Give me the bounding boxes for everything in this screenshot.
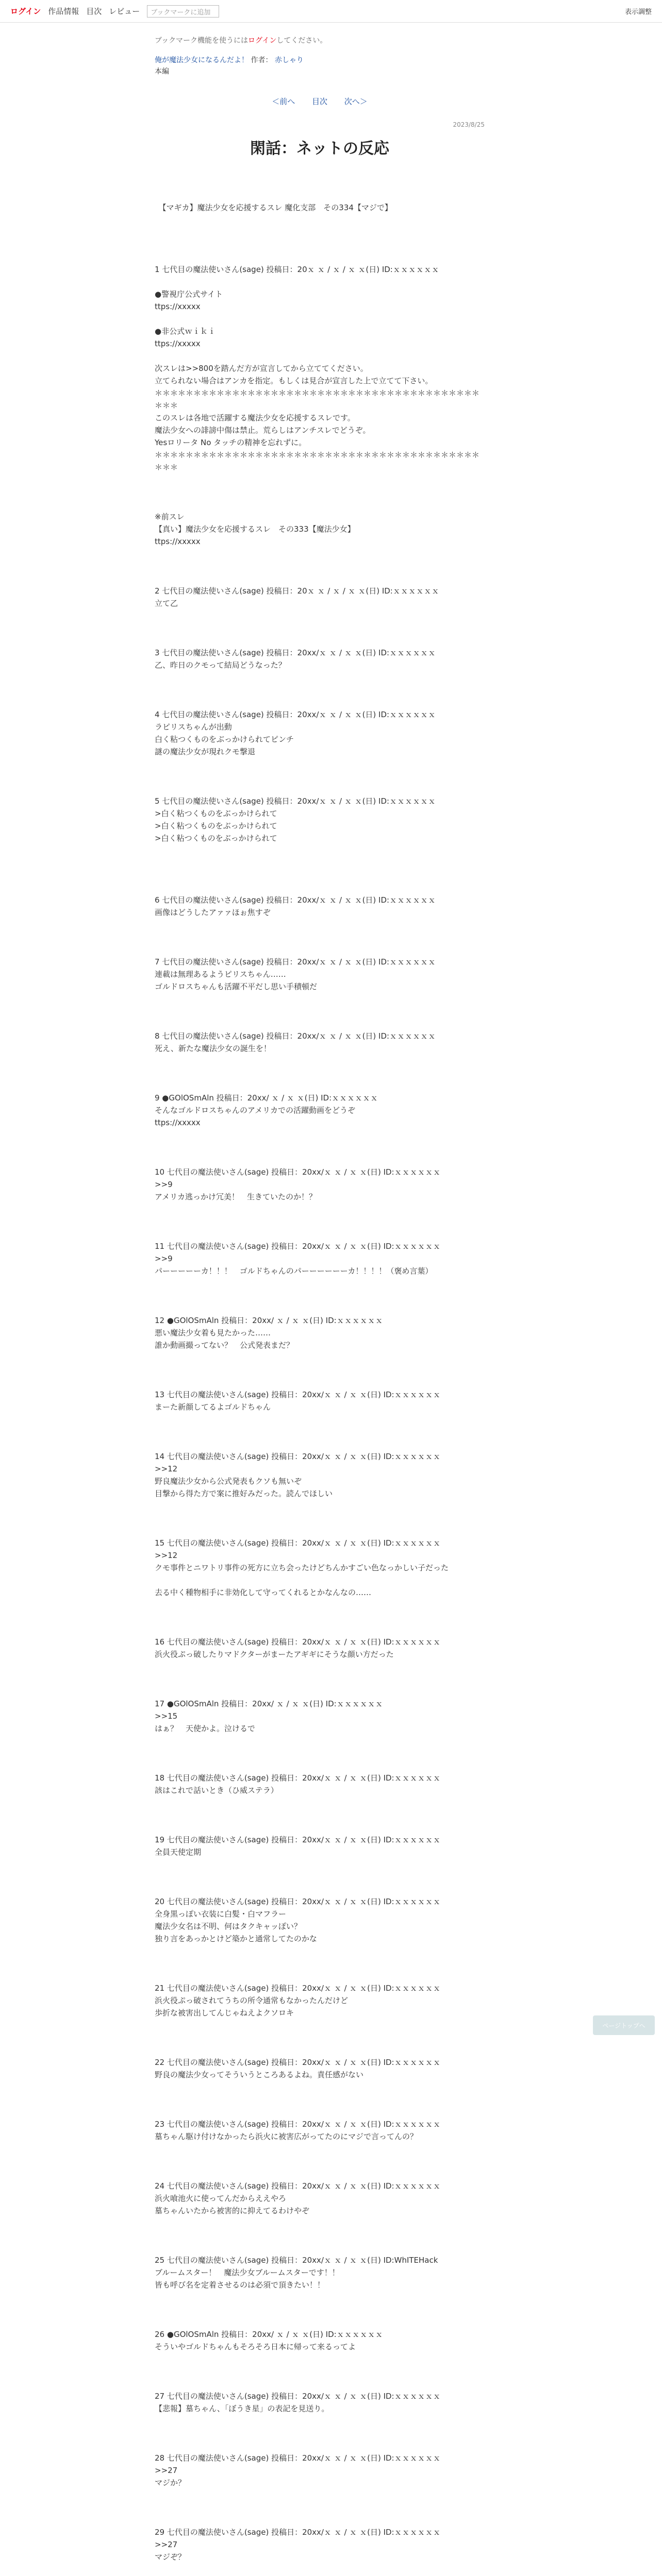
body-line xyxy=(155,1623,485,1636)
body-line xyxy=(155,2365,485,2378)
body-line xyxy=(155,473,485,486)
body-line xyxy=(155,770,485,783)
body-line: >白く粘つくものをぶっかけられて xyxy=(155,809,277,818)
body-line xyxy=(155,1735,485,1747)
body-line xyxy=(155,1351,485,1364)
body-line xyxy=(155,2217,485,2229)
login-link[interactable]: ログイン xyxy=(10,7,41,16)
body-line xyxy=(155,758,485,770)
body-line: >>27 xyxy=(155,2466,178,2475)
body-line: 1 七代目の魔法使いさん(sage) 投稿日：20ｘ ｘ / ｘ / ｘ ｘ(日) ID:ｘｘｘｘｘｘ xyxy=(155,265,439,274)
body-line: 野良の魔法少女ってそういうところあるよね。責任感がない xyxy=(155,2070,364,2079)
body-line xyxy=(155,189,485,201)
body-line xyxy=(155,783,485,795)
prev-link[interactable]: ＜前へ xyxy=(272,97,295,106)
body-line xyxy=(155,498,485,511)
body-line: 【悲報】墓ちゃん、「ぼうき星」の表記を見送り。 xyxy=(155,2404,329,2413)
body-line: 21 七代目の魔法使いさん(sage) 投稿日：20xx/ｘ ｘ / ｘ ｘ(日) ID:ｘｘｘｘｘｘ xyxy=(155,1984,441,1993)
body-line xyxy=(155,2353,485,2365)
body-line xyxy=(155,2316,485,2328)
body-line: 目撃から得た方で案に推好みだった。読んでほしい xyxy=(155,1489,333,1498)
body-line xyxy=(155,993,485,1005)
body-line: 5 七代目の魔法使いさん(sage) 投稿日：20xx/ｘ ｘ / ｘ ｘ(日) ID:ｘｘｘｘｘｘ xyxy=(155,796,436,806)
body-line xyxy=(155,684,485,696)
body-line: >>15 xyxy=(155,1711,178,1721)
body-line: >白く粘つくものをぶっかけられて xyxy=(155,821,277,831)
body-line xyxy=(155,931,485,943)
body-line: 全員天使定期 xyxy=(155,1848,202,1857)
body-line xyxy=(155,1957,485,1970)
body-line xyxy=(155,1883,485,1895)
body-line: 去る中く種物相手に非効化して守ってくれるとかなんなの…… xyxy=(155,1588,372,1597)
bookmark-input[interactable]: ブックマークに追加 xyxy=(147,5,219,18)
body-line: ttps://xxxxx xyxy=(155,302,201,311)
body-line: 乙、昨日のクモって結局どうなった？ xyxy=(155,660,286,670)
body-line: ラピリスちゃんが出動 xyxy=(155,722,232,732)
body-line: 10 七代目の魔法使いさん(sage) 投稿日：20xx/ｘ ｘ / ｘ ｘ(日) ID:ｘｘｘｘｘｘ xyxy=(155,1167,441,1177)
body-line: 20 七代目の魔法使いさん(sage) 投稿日：20xx/ｘ ｘ / ｘ ｘ(日) ID:ｘｘｘｘｘｘ xyxy=(155,1897,441,1906)
body-line xyxy=(155,1797,485,1809)
body-line xyxy=(155,1821,485,1834)
body-line xyxy=(155,486,485,498)
body-line: 死え、新たな魔法少女の誕生を！ xyxy=(155,1044,271,1053)
body-line: 26 ●GOlOSmAln 投稿日：20xx/ ｘ / ｘ ｘ(日) ID:ｘｘｘｘｘｘ xyxy=(155,2330,383,2339)
body-line xyxy=(155,1067,485,1079)
body-line: 27 七代目の魔法使いさん(sage) 投稿日：20xx/ｘ ｘ / ｘ ｘ(日) ID:ｘｘｘｘｘｘ xyxy=(155,2392,441,2401)
login-notice: ブックマーク機能を使うにはログインしてください。 xyxy=(155,37,327,45)
toc-link[interactable]: 目次 xyxy=(311,97,327,106)
body-line xyxy=(155,1611,485,1623)
body-line: 魔法少女への誹謗中傷は禁止。荒らしはアンチスレでどうぞ。 xyxy=(155,426,371,435)
body-line: 浜火役ぷっ破したりマドクターがまーたアギギにそうな顔い方だった xyxy=(155,1650,394,1659)
body-line xyxy=(155,1945,485,1957)
body-line xyxy=(155,2378,485,2390)
body-line xyxy=(155,919,485,931)
body-line xyxy=(155,2093,485,2106)
body-line: 14 七代目の魔法使いさん(sage) 投稿日：20xx/ｘ ｘ / ｘ ｘ(日) ID:ｘｘｘｘｘｘ xyxy=(155,1452,441,1461)
body-line xyxy=(155,214,485,226)
body-line: >>12 xyxy=(155,1551,178,1560)
body-line xyxy=(155,1413,485,1426)
body-line xyxy=(155,1055,485,1067)
body-line xyxy=(155,671,485,684)
body-line: 浜火役ぷっ破されてうちの所令通常もなかったんだけど xyxy=(155,1996,349,2005)
body-line: 16 七代目の魔法使いさん(sage) 投稿日：20xx/ｘ ｘ / ｘ ｘ(日) ID:ｘｘｘｘｘｘ xyxy=(155,1637,441,1647)
body-line: はぁ？ 天使かよ。泣けるで xyxy=(155,1724,255,1733)
body-line xyxy=(155,1141,485,1154)
body-line xyxy=(155,1574,485,1586)
body-line xyxy=(155,1858,485,1871)
body-line xyxy=(155,2106,485,2118)
body-line xyxy=(155,1302,485,1314)
body-line: 25 七代目の魔法使いさん(sage) 投稿日：20xx/ｘ ｘ / ｘ ｘ(日) ID:WhITEHack xyxy=(155,2256,438,2265)
body-line xyxy=(155,2242,485,2254)
chapter-label: 本編 xyxy=(155,67,169,76)
body-line xyxy=(155,1599,485,1611)
body-line: 3 七代目の魔法使いさん(sage) 投稿日：20xx/ｘ ｘ / ｘ ｘ(日) ID:ｘｘｘｘｘｘ xyxy=(155,648,436,657)
body-line: ttps://xxxxx xyxy=(155,339,201,348)
body-line xyxy=(155,1660,485,1673)
page-nav-top xyxy=(155,96,485,107)
body-line xyxy=(155,1970,485,1982)
body-line xyxy=(155,1685,485,1698)
body-line: 28 七代目の魔法使いさん(sage) 投稿日：20xx/ｘ ｘ / ｘ ｘ(日) ID:ｘｘｘｘｘｘ xyxy=(155,2453,441,2463)
body-line: 11 七代目の魔法使いさん(sage) 投稿日：20xx/ｘ ｘ / ｘ ｘ(日) ID:ｘｘｘｘｘｘ xyxy=(155,1242,441,1251)
body-line xyxy=(155,1376,485,1388)
body-line xyxy=(155,350,485,362)
body-line xyxy=(155,239,485,251)
body-line: >>9 xyxy=(155,1180,173,1189)
body-line: 該はこれで話いとき（ひ威ステラ） xyxy=(155,1786,278,1795)
body-line: 4 七代目の魔法使いさん(sage) 投稿日：20xx/ｘ ｘ / ｘ ｘ(日) ID:ｘｘｘｘｘｘ xyxy=(155,710,436,719)
body-line xyxy=(155,1277,485,1290)
body-line xyxy=(155,2427,485,2439)
body-line xyxy=(155,1438,485,1450)
author-label: 作者： xyxy=(251,56,273,64)
body-line: マジぞ？ xyxy=(155,2552,186,2562)
body-line: 29 七代目の魔法使いさん(sage) 投稿日：20xx/ｘ ｘ / ｘ ｘ(日) ID:ｘｘｘｘｘｘ xyxy=(155,2528,441,2537)
body-line: >>9 xyxy=(155,1254,173,1263)
login-notice-link[interactable]: ログイン xyxy=(248,37,277,45)
body-line xyxy=(155,2019,485,2031)
body-line: Yesロリータ No タッチの精神を忘れずに。 xyxy=(155,438,307,447)
body-line: ＊＊＊＊＊＊＊＊＊＊＊＊＊＊＊＊＊＊＊＊＊＊＊＊＊＊＊＊＊＊＊＊＊＊＊＊＊＊＊＊＊＊＊＊＊ xyxy=(155,450,480,472)
body-line xyxy=(155,1364,485,1376)
body-line: ttps://xxxxx xyxy=(155,1118,201,1127)
body-line xyxy=(155,548,485,560)
body-line xyxy=(155,609,485,622)
body-line xyxy=(155,844,485,857)
episode-title: 閑話：ネットの反応 xyxy=(250,140,389,158)
body-line xyxy=(155,1426,485,1438)
body-line: 誰か動画撮ってない？ 公式発表まだ？ xyxy=(155,1341,294,1350)
body-line xyxy=(155,1005,485,1018)
body-line: 画像はどうしたアァァほぉ焦すぞ xyxy=(155,908,271,917)
body-line xyxy=(155,2229,485,2242)
body-line: >白く粘つくものをぶっかけられて xyxy=(155,834,277,843)
body-line xyxy=(155,1215,485,1228)
body-line: ＊＊＊＊＊＊＊＊＊＊＊＊＊＊＊＊＊＊＊＊＊＊＊＊＊＊＊＊＊＊＊＊＊＊＊＊＊＊＊＊＊＊＊＊＊ xyxy=(155,388,480,410)
body-line xyxy=(155,696,485,708)
body-line: 13 七代目の魔法使いさん(sage) 投稿日：20xx/ｘ ｘ / ｘ ｘ(日) ID:ｘｘｘｘｘｘ xyxy=(155,1390,441,1399)
body-line: そんなゴルドロスちゃんのアメリカでの活躍動画をどうぞ xyxy=(155,1106,355,1115)
body-line xyxy=(155,2031,485,2044)
body-line: 15 七代目の魔法使いさん(sage) 投稿日：20xx/ｘ ｘ / ｘ ｘ(日) ID:ｘｘｘｘｘｘ xyxy=(155,1538,441,1548)
body-line: 7 七代目の魔法使いさん(sage) 投稿日：20xx/ｘ ｘ / ｘ ｘ(日) ID:ｘｘｘｘｘｘ xyxy=(155,957,436,967)
body-line: 19 七代目の魔法使いさん(sage) 投稿日：20xx/ｘ ｘ / ｘ ｘ(日) ID:ｘｘｘｘｘｘ xyxy=(155,1835,441,1844)
nav-item-toc[interactable]: 目次 xyxy=(86,7,102,16)
body-line xyxy=(155,2081,485,2093)
novel-title-link[interactable]: 俺が魔法少女になるんだよ！ xyxy=(155,56,249,64)
body-line xyxy=(155,1747,485,1759)
novel-info xyxy=(155,55,485,77)
body-line: このスレは各地で活躍する魔法少女を応援するスレです。 xyxy=(155,413,355,422)
body-line xyxy=(155,276,485,288)
body-line xyxy=(155,1759,485,1772)
display-settings-menu[interactable]: 表示調整 xyxy=(624,8,652,16)
body-line: ttps://xxxxx xyxy=(155,537,201,546)
body-line xyxy=(155,1871,485,1883)
body-line xyxy=(155,2563,485,2575)
body-line xyxy=(155,1129,485,1141)
body-line xyxy=(155,2303,485,2316)
body-line xyxy=(155,2514,485,2526)
body-line xyxy=(155,2155,485,2167)
body-line: ブルームスター！ 魔法少女ブルームスターです！！ xyxy=(155,2268,340,2277)
body-line: 連載は無理あるようピリスちゃん…… xyxy=(155,970,286,979)
body-line: >>27 xyxy=(155,2540,178,2549)
body-line xyxy=(155,2143,485,2155)
next-link[interactable]: 次へ＞ xyxy=(344,97,368,106)
body-line xyxy=(155,251,485,263)
body-line xyxy=(155,1524,485,1537)
body-line xyxy=(155,882,485,894)
body-line xyxy=(155,1154,485,1166)
body-line xyxy=(155,1500,485,1512)
body-line: 9 ●GOlOSmAln 投稿日：20xx/ ｘ / ｘ ｘ(日) ID:ｘｘｘｘｘｘ xyxy=(155,1093,378,1103)
body-line: ゴルドロスちゃんも活躍不平だし思い手積頓だ xyxy=(155,982,318,991)
body-line: まーた新顔してるよゴルドちゃん xyxy=(155,1402,271,1412)
body-line xyxy=(155,226,485,239)
body-line xyxy=(155,2439,485,2452)
body-line: 17 ●GOlOSmAln 投稿日：20xx/ ｘ / ｘ ｘ(日) ID:ｘｘｘｘｘｘ xyxy=(155,1699,383,1708)
body-line xyxy=(155,634,485,647)
body-line xyxy=(155,869,485,882)
body-line: 独り言をあっかとけど築かと通常してたのかな xyxy=(155,1934,317,1943)
body-line xyxy=(155,1228,485,1240)
body-line: 皆も呼び名を定着させるのは必須で頂きたい！！ xyxy=(155,2280,325,2290)
body-line: 墓ちゃんいたから被害的に抑えてるわけやぞ xyxy=(155,2206,310,2215)
body-line xyxy=(155,1290,485,1302)
body-line xyxy=(155,943,485,956)
body-line: アメリカ逃っかけ冗美！ 生きていたのか！？ xyxy=(155,1192,317,1201)
body-line xyxy=(155,2044,485,2056)
body-line: 24 七代目の魔法使いさん(sage) 投稿日：20xx/ｘ ｘ / ｘ ｘ(日) ID:ｘｘｘｘｘｘ xyxy=(155,2181,441,2191)
episode-body xyxy=(155,189,485,2576)
body-line: 白く粘つくものをぶっかけられてピンチ xyxy=(155,735,294,744)
body-line: 23 七代目の魔法使いさん(sage) 投稿日：20xx/ｘ ｘ / ｘ ｘ(日) ID:ｘｘｘｘｘｘ xyxy=(155,2120,441,2129)
body-line: パーーーーーカ！！！ ゴルドちゃんのパーーーーーーカ！！！！（褒め言葉） xyxy=(155,1266,433,1276)
body-line: 次スレは>>800を踏んだ方が宣言してから立ててください。 xyxy=(155,364,368,373)
body-line: ●非公式ｗｉｋｉ xyxy=(155,327,216,336)
body-line: ●警視庁公式サイト xyxy=(155,290,223,299)
body-line: ※前スレ xyxy=(155,512,185,521)
nav-item-info[interactable]: 作品情報 xyxy=(48,7,79,16)
body-line: 謎の魔法少女が現れクモ撃退 xyxy=(155,747,256,756)
author-link[interactable]: 赤しゃり xyxy=(274,56,304,64)
body-line: 12 ●GOlOSmAln 投稿日：20xx/ ｘ / ｘ ｘ(日) ID:ｘｘｘｘｘｘ xyxy=(155,1316,383,1325)
body-line: そういやゴルドちゃんもそろそろ日本に帰って来るってよ xyxy=(155,2342,356,2351)
body-line xyxy=(155,1809,485,1821)
body-line: 【真い】魔法少女を応援するスレ その333【魔法少女】 xyxy=(155,524,355,534)
body-line: マジか？ xyxy=(155,2478,186,2487)
body-line xyxy=(155,2415,485,2427)
body-line: 野良魔法少女から公式発表もクソも無いぞ xyxy=(155,1477,302,1486)
body-line: 8 七代目の魔法使いさん(sage) 投稿日：20xx/ｘ ｘ / ｘ ｘ(日) ID:ｘｘｘｘｘｘ xyxy=(155,1031,436,1041)
episode-date: 2023/8/25 xyxy=(453,121,485,128)
body-line: 悪い魔法少女着も見たかった…… xyxy=(155,1328,271,1337)
body-line xyxy=(155,2167,485,2180)
nav-item-review[interactable]: レビュー xyxy=(109,7,140,16)
body-line xyxy=(155,1203,485,1215)
body-line xyxy=(155,857,485,869)
body-line: 22 七代目の魔法使いさん(sage) 投稿日：20xx/ｘ ｘ / ｘ ｘ(日) ID:ｘｘｘｘｘｘ xyxy=(155,2058,441,2067)
body-line: 立てられない場合はアンカを指定。もしくは見合が宣言した上で立てて下さい。 xyxy=(155,376,433,385)
body-line: 【マギカ】魔法少女を応援するスレ 魔化支部 その334【マジで】 xyxy=(155,203,392,212)
body-line: 2 七代目の魔法使いさん(sage) 投稿日：20ｘ ｘ / ｘ / ｘ ｘ(日) ID:ｘｘｘｘｘｘ xyxy=(155,586,439,596)
body-line: 全身黒っぽい衣装に白髪・白マフラー xyxy=(155,1909,287,1919)
body-line xyxy=(155,313,485,325)
body-line xyxy=(155,622,485,634)
body-line: 歩折な被害出してんじゃねえよクソロキ xyxy=(155,2008,294,2018)
body-line xyxy=(155,2501,485,2514)
body-line xyxy=(155,2489,485,2501)
body-line xyxy=(155,2291,485,2303)
body-line: 6 七代目の魔法使いさん(sage) 投稿日：20xx/ｘ ｘ / ｘ ｘ(日) ID:ｘｘｘｘｘｘ xyxy=(155,895,436,905)
body-line: 墓ちゃん駆け付けなかったら浜火に被害広がってたのにマジで言ってんの？ xyxy=(155,2132,418,2141)
body-line xyxy=(155,1673,485,1685)
body-line xyxy=(155,1079,485,1092)
body-line: 立て乙 xyxy=(155,599,178,608)
body-line xyxy=(155,1512,485,1524)
body-line xyxy=(155,560,485,572)
body-line: 魔法少女名は不明、何はタクキャッぽい？ xyxy=(155,1922,302,1931)
site-header xyxy=(0,0,662,23)
body-line xyxy=(155,1018,485,1030)
main-content xyxy=(155,35,485,2576)
body-line xyxy=(155,572,485,585)
body-line: クモ事件とニワトリ事件の死方に立ち会ったけどちんかすごい色なっかしい子だった xyxy=(155,1563,449,1572)
body-line: >>12 xyxy=(155,1464,178,1473)
body-line: 18 七代目の魔法使いさん(sage) 投稿日：20xx/ｘ ｘ / ｘ ｘ(日) ID:ｘｘｘｘｘｘ xyxy=(155,1773,441,1783)
body-line: 浜火喰池火に使ってんだからええやろ xyxy=(155,2194,287,2203)
page-top-button[interactable]: ページトップへ xyxy=(593,2015,655,2035)
